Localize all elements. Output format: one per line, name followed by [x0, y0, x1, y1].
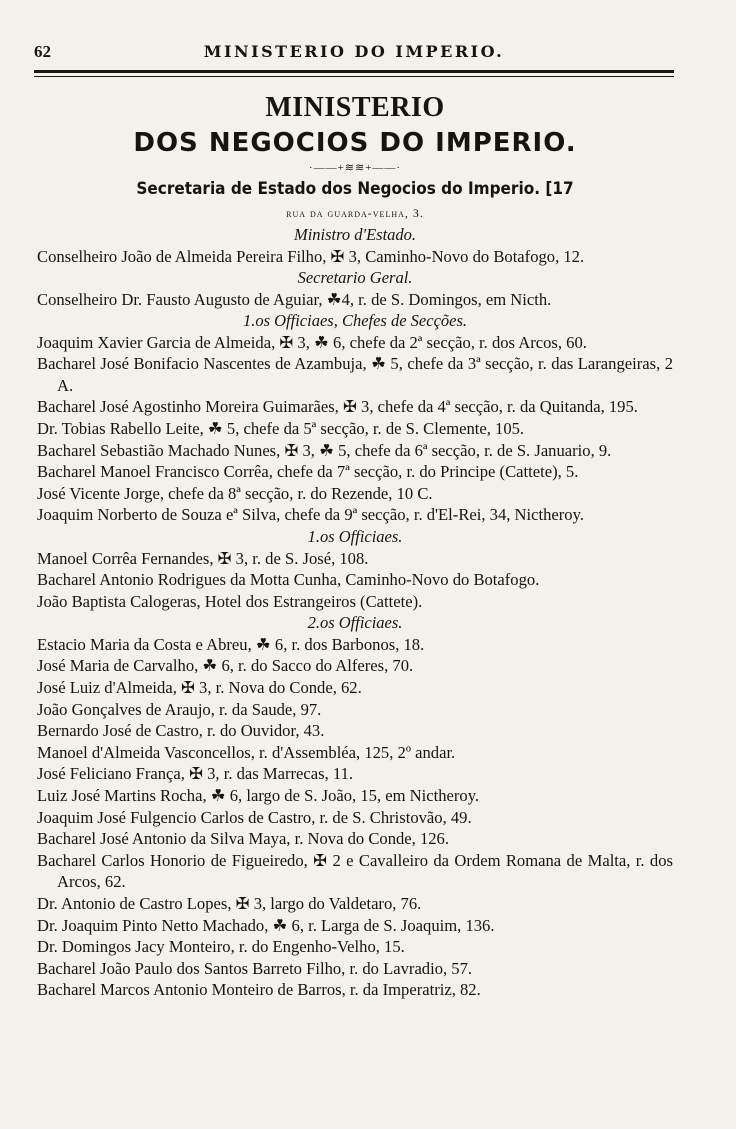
staff-entry: Bacharel Marcos Antonio Monteiro de Barros, r. da Imperatriz, 82. [37, 980, 481, 1000]
staff-entry: Bacharel Antonio Rodrigues da Motta Cunha, Caminho-Novo do Botafogo. [37, 570, 540, 590]
staff-entry: Bacharel João Paulo dos Santos Barreto Filho, r. do Lavradio, 57. [37, 958, 473, 978]
staff-entry: Joaquim Xavier Garcia de Almeida, ✠ 3, ☘ 6, chefe da 2ª secção, r. dos Arcos, 60. [37, 332, 587, 352]
section-heading: 1.os Officiaes, Chefes de Secções. [242, 311, 468, 331]
staff-entry: Bacharel José Agostinho Moreira Guimarães, ✠ 3, chefe da 4ª secção, r. da Quitanda, 195. [37, 397, 638, 417]
staff-entry: Bacharel José Bonifacio Nascentes de Azambuja, ☘ 5, chefe da 3ª secção, r. das Larangeiras, 2 A. [37, 354, 673, 395]
section [37, 612, 673, 1001]
staff-entry: Manoel d'Almeida Vasconcellos, r. d'Assembléa, 125, 2º andar. [37, 742, 456, 762]
staff-entry: Estacio Maria da Costa e Abreu, ☘ 6, r. dos Barbonos, 18. [37, 634, 425, 654]
section [37, 310, 673, 526]
section [37, 526, 673, 612]
staff-entry: Bacharel Carlos Honorio de Figueiredo, ✠ 2 e Cavalleiro da Ordem Romana de Malta, r. dos Arcos, 62. [37, 850, 673, 892]
staff-entry: Dr. Tobias Rabello Leite, ☘ 5, chefe da 5ª secção, r. de S. Clemente, 105. [37, 419, 525, 439]
staff-entry: Joaquim Norberto de Souza eª Silva, chefe da 9ª secção, r. d'El-Rei, 34, Nictheroy. [37, 505, 584, 525]
header-rule-thick [34, 70, 674, 73]
sub-title: DOS NEGOCIOS DO IMPERIO. [133, 128, 577, 158]
page-content [37, 90, 673, 1001]
staff-entry: Luiz José Martins Rocha, ☘ 6, largo de S. João, 15, em Nictheroy. [37, 785, 480, 805]
running-head [34, 40, 674, 66]
main-title: MINISTERIO [265, 92, 445, 123]
staff-entry: Dr. Antonio de Castro Lopes, ✠ 3, largo do Valdetaro, 76. [37, 893, 422, 913]
section [37, 267, 673, 310]
secretaria-address: rua da guarda-velha, 3. [286, 206, 424, 220]
staff-entry: Bacharel Sebastião Machado Nunes, ✠ 3, ☘ 5, chefe da 6ª secção, r. de S. Januario, 9. [37, 440, 612, 460]
staff-entry: Conselheiro João de Almeida Pereira Filho, ✠ 3, Caminho-Novo do Botafogo, 12. [37, 246, 585, 266]
secretaria-heading: Secretaria de Estado dos Negocios do Imperio. [17 [136, 179, 574, 199]
staff-entry: Bacharel José Antonio da Silva Maya, r. Nova do Conde, 126. [37, 829, 450, 849]
staff-entry: José Feliciano França, ✠ 3, r. das Marrecas, 11. [37, 764, 354, 784]
section-heading: Secretario Geral. [297, 268, 413, 288]
staff-entry: Bernardo José de Castro, r. do Ouvidor, 43. [37, 721, 325, 741]
staff-entry: Manoel Corrêa Fernandes, ✠ 3, r. de S. José, 108. [37, 548, 369, 568]
staff-entry: Joaquim José Fulgencio Carlos de Castro, r. de S. Christovão, 49. [37, 807, 472, 827]
running-title: MINISTERIO DO IMPERIO. [203, 42, 505, 61]
header-rule-thin [34, 76, 674, 77]
staff-entry: Bacharel Manoel Francisco Corrêa, chefe da 7ª secção, r. do Principe (Cattete), 5. [37, 462, 579, 482]
section-heading: Ministro d'Estado. [293, 225, 417, 244]
section-heading: 1.os Officiaes. [307, 527, 403, 547]
staff-entry: Dr. Domingos Jacy Monteiro, r. do Engenho-Velho, 15. [37, 937, 405, 957]
staff-entry: João Baptista Calogeras, Hotel dos Estrangeiros (Cattete). [37, 591, 423, 611]
staff-entry: Dr. Joaquim Pinto Netto Machado, ☘ 6, r. Larga de S. Joaquim, 136. [37, 915, 495, 935]
section [37, 224, 673, 267]
ornament-divider: ·——+≋≋+——· [308, 162, 402, 174]
staff-entry: José Luiz d'Almeida, ✠ 3, r. Nova do Conde, 62. [37, 678, 362, 697]
page-number: 62 [34, 42, 51, 61]
staff-entry: José Maria de Carvalho, ☘ 6, r. do Sacco do Alferes, 70. [37, 656, 414, 676]
staff-entry: José Vicente Jorge, chefe da 8ª secção, r. do Rezende, 10 C. [37, 483, 433, 503]
staff-sections [37, 224, 673, 1001]
staff-entry: João Gonçalves de Araujo, r. da Saude, 97. [37, 699, 322, 719]
staff-entry: Conselheiro Dr. Fausto Augusto de Aguiar, ☘4, r. de S. Domingos, em Nicth. [37, 289, 552, 309]
section-heading: 2.os Officiaes. [307, 613, 403, 633]
